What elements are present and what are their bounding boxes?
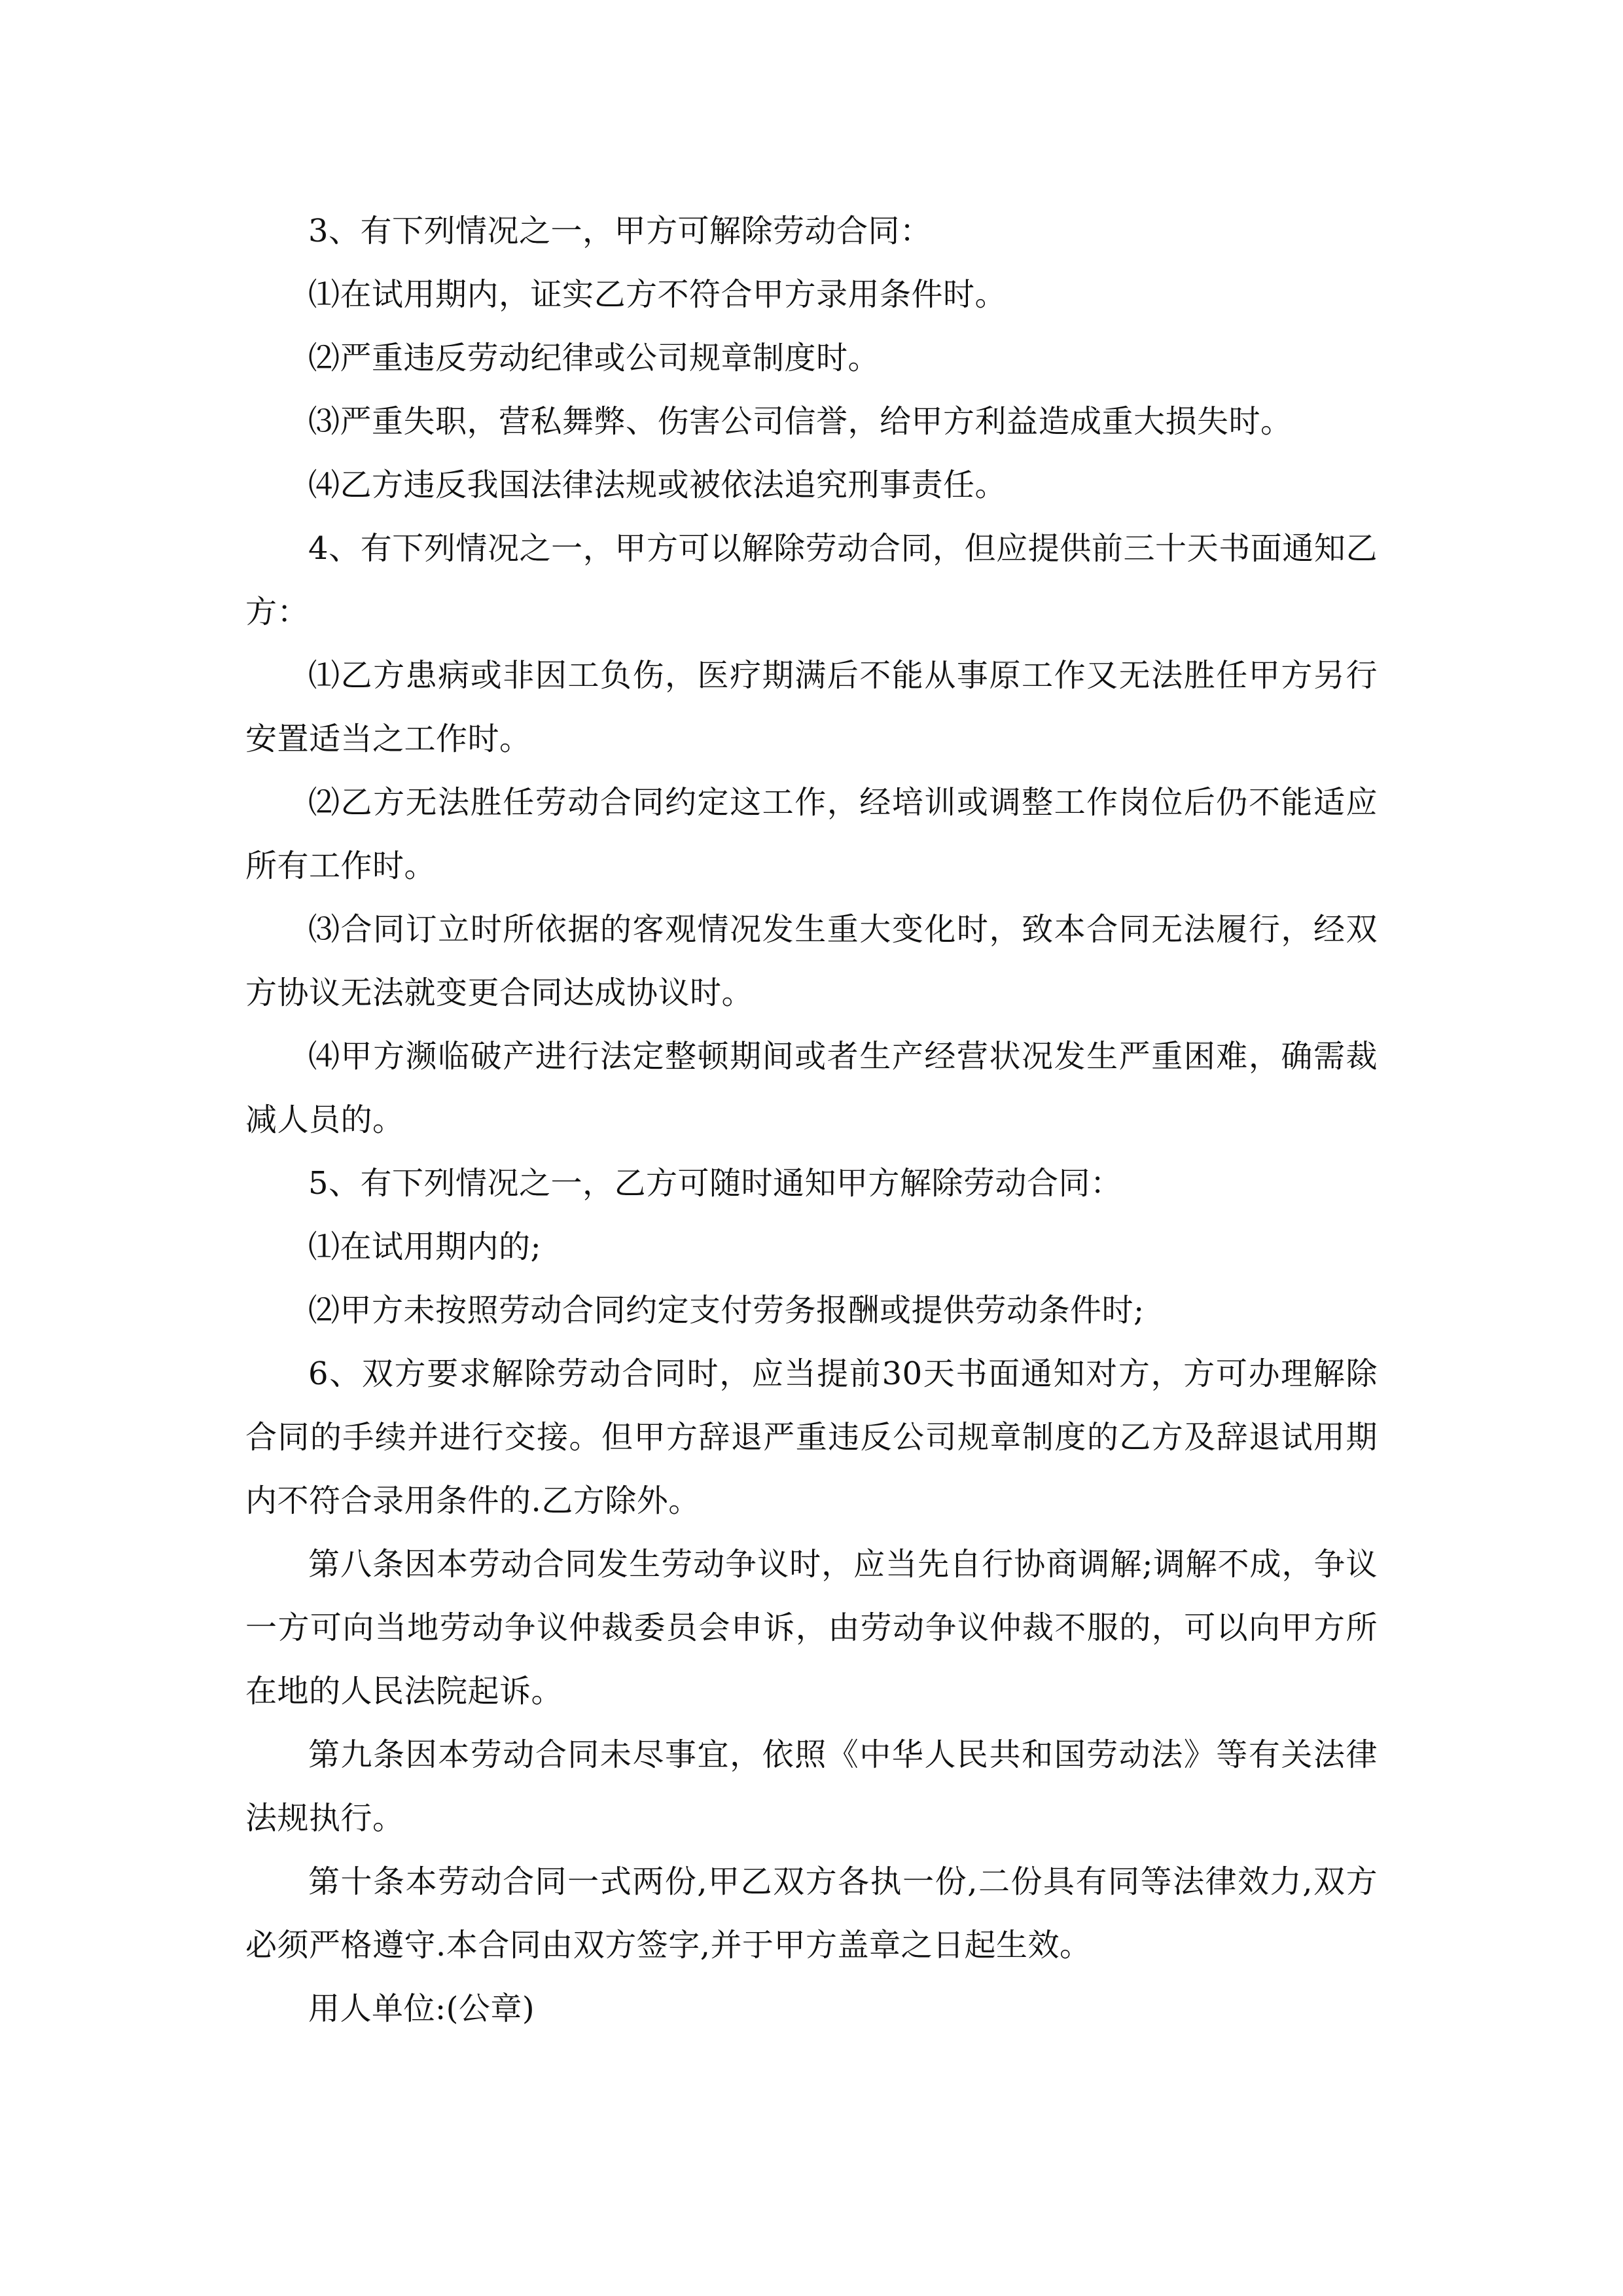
article-10: 第十条本劳动合同一式两份,甲乙双方各执一份,二份具有同等法律效力,双方必须严格遵守.本合同由双方签字,并于甲方盖章之日起生效。 — [245, 1863, 1378, 1964]
clause-5-heading: 5、有下列情况之一，乙方可随时通知甲方解除劳动合同： — [308, 1165, 1122, 1202]
clause-6: 6、双方要求解除劳动合同时，应当提前30天书面通知对方，方可办理解除合同的手续并进行交接。但甲方辞退严重违反公司规章制度的乙方及辞退试用期内不符合录用条件的.乙方除外。 — [245, 1355, 1378, 1519]
clause-5-item-2: ⑵甲方未按照劳动合同约定支付劳务报酬或提供劳动条件时; — [308, 1292, 1145, 1329]
clause-4-heading: 4、有下列情况之一，甲方可以解除劳动合同，但应提供前三十天书面通知乙方： — [245, 530, 1378, 630]
clause-3-item-1: ⑴在试用期内，证实乙方不符合甲方录用条件时。 — [308, 276, 1007, 313]
article-8: 第八条因本劳动合同发生劳动争议时，应当先自行协商调解;调解不成，争议一方可向当地劳动争议仲裁委员会申诉，由劳动争议仲裁不服的，可以向甲方所在地的人民法院起诉。 — [245, 1546, 1378, 1710]
article-9: 第九条因本劳动合同未尽事宜，依照《中华人民共和国劳动法》等有关法律法规执行。 — [245, 1736, 1378, 1837]
employer-seal-line: 用人单位:(公章) — [308, 1990, 535, 2027]
clause-4-item-4: ⑷甲方濒临破产进行法定整顿期间或者生产经营状况发生严重困难，确需裁减人员的。 — [245, 1038, 1378, 1138]
clause-3-heading: 3、有下列情况之一，甲方可解除劳动合同： — [308, 213, 932, 249]
clause-5-item-1: ⑴在试用期内的; — [308, 1229, 542, 1265]
clause-4-item-3: ⑶合同订立时所依据的客观情况发生重大变化时，致本合同无法履行，经双方协议无法就变更合同达成协议时。 — [245, 911, 1378, 1011]
clause-3-item-3: ⑶严重失职，营私舞弊、伤害公司信誉，给甲方利益造成重大损失时。 — [308, 403, 1293, 440]
clause-3-item-4: ⑷乙方违反我国法律法规或被依法追究刑事责任。 — [308, 467, 1007, 503]
clause-4-item-1: ⑴乙方患病或非因工负伤，医疗期满后不能从事原工作又无法胜任甲方另行安置适当之工作时。 — [245, 657, 1378, 757]
clause-3-item-2: ⑵严重违反劳动纪律或公司规章制度时。 — [308, 340, 880, 376]
document-body — [245, 200, 1378, 2041]
clause-4-item-2: ⑵乙方无法胜任劳动合同约定这工作，经培训或调整工作岗位后仍不能适应所有工作时。 — [245, 784, 1378, 884]
